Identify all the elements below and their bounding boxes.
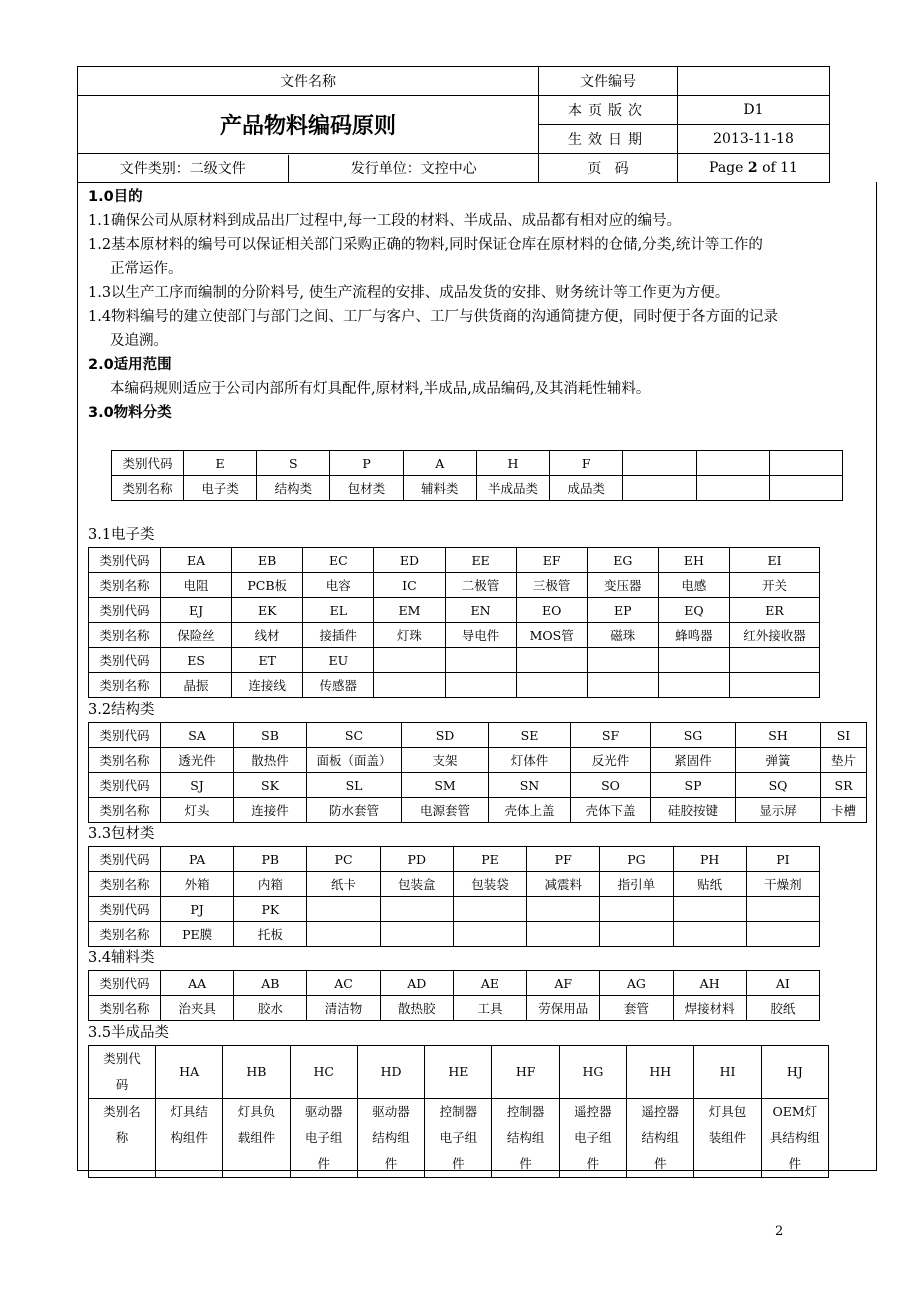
table-cell: EB <box>232 548 303 573</box>
doc-name-label: 文件名称 <box>78 67 539 96</box>
table-cell: PK <box>234 897 307 922</box>
category-name: 遥控器电子组件 <box>559 1099 626 1178</box>
effective-date-label: 生效日期 <box>539 125 678 154</box>
table-cell: ED <box>374 548 445 573</box>
table-cell: SE <box>489 723 571 748</box>
table-cell: 套管 <box>600 996 673 1021</box>
table-cell: PB <box>234 847 307 872</box>
table-cell <box>746 922 819 947</box>
table-cell: EI <box>730 548 820 573</box>
category-name: 驱动器结构组件 <box>357 1099 424 1178</box>
table-cell: SH <box>736 723 821 748</box>
table-row <box>89 723 867 748</box>
table-cell: PC <box>307 847 380 872</box>
table-cell: EE <box>445 548 516 573</box>
table-cell: 反光件 <box>571 748 651 773</box>
table-cell: SN <box>489 773 571 798</box>
page-suffix: of 11 <box>762 160 798 176</box>
page-label: 页 码 <box>539 154 678 183</box>
table-cell <box>600 897 673 922</box>
table-cell <box>380 897 453 922</box>
table-cell: 三极管 <box>516 573 587 598</box>
category-code <box>696 451 769 476</box>
table-row <box>89 996 820 1021</box>
table-cell: AC <box>307 971 380 996</box>
table-cell: 胶纸 <box>746 996 819 1021</box>
table-cell <box>453 922 526 947</box>
table-row <box>89 598 820 623</box>
table-cell: 面板（面盖） <box>307 748 402 773</box>
table-row <box>89 648 820 673</box>
table-row <box>89 623 820 648</box>
category-name: 电子类 <box>184 476 257 501</box>
table-cell <box>658 673 729 698</box>
table-cell: SJ <box>161 773 234 798</box>
table-row <box>89 548 820 573</box>
table-cell: SF <box>571 723 651 748</box>
table-cell: 传感器 <box>303 673 374 698</box>
category-name: 灯具负载组件 <box>223 1099 290 1178</box>
table-cell <box>658 648 729 673</box>
category-name: 成品类 <box>550 476 623 501</box>
table-cell: SC <box>307 723 402 748</box>
table-cell: EJ <box>161 598 232 623</box>
category-name <box>769 476 842 501</box>
table-cell: SQ <box>736 773 821 798</box>
category-name: 灯具结构组件 <box>156 1099 223 1178</box>
category-code: HF <box>492 1046 559 1099</box>
table-cell: 弹簧 <box>736 748 821 773</box>
table-cell: EU <box>303 648 374 673</box>
table-cell <box>307 922 380 947</box>
section-heading-scope: 2.0适用范围 <box>88 357 172 373</box>
packaging-category-table <box>88 846 820 947</box>
category-name: OEM灯具结构组件 <box>761 1099 828 1178</box>
table-cell: 胶水 <box>234 996 307 1021</box>
subsection-title-packaging: 3.3包材类 <box>88 826 155 842</box>
table-cell: 防水套管 <box>307 798 402 823</box>
table-cell: EO <box>516 598 587 623</box>
effective-date-value: 2013-11-18 <box>678 125 830 154</box>
main-category-table <box>111 450 843 501</box>
semi-finished-category-table <box>88 1045 829 1178</box>
table-cell: EF <box>516 548 587 573</box>
row-label-cell: 类别代码 <box>89 773 161 798</box>
table-cell <box>516 673 587 698</box>
page-indicator <box>678 154 830 183</box>
table-row <box>89 673 820 698</box>
row-label-cell: 类别名称 <box>89 922 161 947</box>
table-cell: 壳体上盖 <box>489 798 571 823</box>
table-cell: AD <box>380 971 453 996</box>
purpose-item: 1.1确保公司从原材料到成品出厂过程中,每一工段的材料、半成品、成品都有相对应的编号。 <box>88 213 682 229</box>
table-cell: IC <box>374 573 445 598</box>
table-cell <box>746 897 819 922</box>
table-cell <box>445 673 516 698</box>
table-cell: AG <box>600 971 673 996</box>
version-value: D1 <box>678 96 830 125</box>
category-code: HA <box>156 1046 223 1099</box>
category-name: 辅料类 <box>403 476 476 501</box>
table-cell: 变压器 <box>587 573 658 598</box>
page-prefix: Page <box>709 160 744 176</box>
table-cell: SL <box>307 773 402 798</box>
table-cell: PJ <box>161 897 234 922</box>
row-label-cell: 类别代码 <box>89 598 161 623</box>
category-name: 控制器电子组件 <box>425 1099 492 1178</box>
table-cell: PE膜 <box>161 922 234 947</box>
subsection-title-semi-finished: 3.5半成品类 <box>88 1025 170 1041</box>
category-code: HJ <box>761 1046 828 1099</box>
table-cell: PA <box>161 847 234 872</box>
subsection-title-auxiliary: 3.4辅料类 <box>88 950 155 966</box>
table-row <box>89 922 820 947</box>
table-cell <box>374 648 445 673</box>
table-cell: AA <box>161 971 234 996</box>
table-cell: 二极管 <box>445 573 516 598</box>
page-current: 2 <box>747 160 758 176</box>
code-label: 类别代码 <box>89 1046 156 1099</box>
category-name: 驱动器电子组件 <box>290 1099 357 1178</box>
table-cell: 电感 <box>658 573 729 598</box>
table-row <box>89 872 820 897</box>
table-cell <box>527 922 600 947</box>
table-cell: AF <box>527 971 600 996</box>
table-cell: 焊接材料 <box>673 996 746 1021</box>
row-label-cell: 类别名称 <box>89 673 161 698</box>
table-cell <box>516 648 587 673</box>
table-cell: 劳保用品 <box>527 996 600 1021</box>
table-row <box>89 798 867 823</box>
table-cell: SB <box>234 723 307 748</box>
table-cell: 连接件 <box>234 798 307 823</box>
row-label-cell: 类别代码 <box>89 648 161 673</box>
category-name <box>623 476 696 501</box>
table-cell: 垫片 <box>821 748 867 773</box>
table-cell: 硅胶按键 <box>651 798 736 823</box>
subsection-title-electronic: 3.1电子类 <box>88 527 155 543</box>
table-cell: AI <box>746 971 819 996</box>
category-code: A <box>403 451 476 476</box>
row-label-cell: 类别名称 <box>89 996 161 1021</box>
table-cell: SI <box>821 723 867 748</box>
table-cell <box>380 922 453 947</box>
row-label-cell: 类别名称 <box>89 872 161 897</box>
table-cell: 开关 <box>730 573 820 598</box>
category-name: 灯具包装组件 <box>694 1099 761 1178</box>
table-cell: 壳体下盖 <box>571 798 651 823</box>
table-cell: 纸卡 <box>307 872 380 897</box>
category-code: E <box>184 451 257 476</box>
category-code: HG <box>559 1046 626 1099</box>
category-name: 结构类 <box>257 476 330 501</box>
table-cell: 线材 <box>232 623 303 648</box>
subsection-title-structural: 3.2结构类 <box>88 702 155 718</box>
table-cell: SA <box>161 723 234 748</box>
table-cell: 连接线 <box>232 673 303 698</box>
table-cell: 接插件 <box>303 623 374 648</box>
table-cell: SK <box>234 773 307 798</box>
table-cell: AE <box>453 971 526 996</box>
row-label-cell: 类别代码 <box>89 847 161 872</box>
category-name: 遥控器结构组件 <box>627 1099 694 1178</box>
category-code: S <box>257 451 330 476</box>
table-cell <box>730 673 820 698</box>
purpose-item: 1.2基本原材料的编号可以保证相关部门采购正确的物料,同时保证仓库在原材料的仓储,分类,统计等工作的 <box>88 237 763 253</box>
table-cell: AB <box>234 971 307 996</box>
category-name <box>696 476 769 501</box>
table-cell: 保险丝 <box>161 623 232 648</box>
section-heading-classification: 3.0物料分类 <box>88 405 172 421</box>
table-cell: 导电件 <box>445 623 516 648</box>
code-label: 类别代码 <box>112 451 184 476</box>
table-cell: ES <box>161 648 232 673</box>
table-cell: 支架 <box>402 748 489 773</box>
name-label: 类别名称 <box>112 476 184 501</box>
row-label-cell: 类别名称 <box>89 573 161 598</box>
table-cell: EG <box>587 548 658 573</box>
electronic-category-table <box>88 547 820 698</box>
table-cell <box>307 897 380 922</box>
table-cell: 外箱 <box>161 872 234 897</box>
table-cell: 干燥剂 <box>746 872 819 897</box>
table-row <box>89 897 820 922</box>
table-row <box>89 748 867 773</box>
table-cell <box>453 897 526 922</box>
category-name: 半成品类 <box>476 476 549 501</box>
table-cell: ER <box>730 598 820 623</box>
table-cell: 托板 <box>234 922 307 947</box>
table-cell: 治夹具 <box>161 996 234 1021</box>
table-cell: EP <box>587 598 658 623</box>
table-cell: 散热件 <box>234 748 307 773</box>
category-name: 控制器结构组件 <box>492 1099 559 1178</box>
table-cell: EA <box>161 548 232 573</box>
table-cell: PF <box>527 847 600 872</box>
category-code: HH <box>627 1046 694 1099</box>
table-cell: EC <box>303 548 374 573</box>
table-cell: EH <box>658 548 729 573</box>
table-cell: 电阻 <box>161 573 232 598</box>
table-cell: EK <box>232 598 303 623</box>
table-cell: PE <box>453 847 526 872</box>
category-code: P <box>330 451 403 476</box>
category-code: HI <box>694 1046 761 1099</box>
category-code: HE <box>425 1046 492 1099</box>
table-cell: 蜂鸣器 <box>658 623 729 648</box>
table-cell: 清洁物 <box>307 996 380 1021</box>
table-cell: 指引单 <box>600 872 673 897</box>
document-body <box>88 185 878 425</box>
table-cell: SM <box>402 773 489 798</box>
table-cell: 散热胶 <box>380 996 453 1021</box>
table-cell <box>730 648 820 673</box>
table-row <box>89 847 820 872</box>
table-cell: 红外接收器 <box>730 623 820 648</box>
table-cell: 工具 <box>453 996 526 1021</box>
table-cell: 紧固件 <box>651 748 736 773</box>
table-cell: 显示屏 <box>736 798 821 823</box>
row-label-cell: 类别代码 <box>89 897 161 922</box>
table-cell: 透光件 <box>161 748 234 773</box>
table-cell: PG <box>600 847 673 872</box>
table-cell: 贴纸 <box>673 872 746 897</box>
table-cell: 晶振 <box>161 673 232 698</box>
name-label: 类别名称 <box>89 1099 156 1178</box>
table-cell: PCB板 <box>232 573 303 598</box>
table-cell <box>673 897 746 922</box>
category-issuer-cell <box>78 154 539 183</box>
table-cell <box>587 673 658 698</box>
issuing-unit: 发行单位：文控中心 <box>350 161 477 177</box>
doc-no-value <box>678 67 830 96</box>
version-label: 本页版次 <box>539 96 678 125</box>
category-name: 包材类 <box>330 476 403 501</box>
table-cell <box>673 922 746 947</box>
row-label-cell: 类别代码 <box>89 723 161 748</box>
row-label-cell: 类别名称 <box>89 798 161 823</box>
structural-category-table <box>88 722 867 823</box>
table-row <box>89 773 867 798</box>
table-cell <box>527 897 600 922</box>
table-cell: PI <box>746 847 819 872</box>
row-label-cell: 类别代码 <box>89 971 161 996</box>
table-cell: EM <box>374 598 445 623</box>
table-cell: PH <box>673 847 746 872</box>
section-heading-purpose: 1.0目的 <box>88 189 143 205</box>
table-cell <box>445 648 516 673</box>
purpose-item: 及追溯。 <box>110 333 168 349</box>
table-cell: EN <box>445 598 516 623</box>
table-cell: 内箱 <box>234 872 307 897</box>
table-cell: 减震料 <box>527 872 600 897</box>
table-cell <box>587 648 658 673</box>
doc-category: 文件类别：二级文件 <box>78 155 288 182</box>
table-cell <box>600 922 673 947</box>
table-row <box>89 971 820 996</box>
document-title: 产品物料编码原则 <box>78 96 539 154</box>
category-issuer-subtable <box>78 155 539 182</box>
table-cell: MOS管 <box>516 623 587 648</box>
document-header-table <box>77 66 830 183</box>
purpose-item: 正常运作。 <box>110 261 183 277</box>
table-row <box>89 573 820 598</box>
table-cell: SO <box>571 773 651 798</box>
page-number: 2 <box>775 1224 784 1239</box>
doc-no-label: 文件编号 <box>539 67 678 96</box>
table-cell: EL <box>303 598 374 623</box>
category-code <box>623 451 696 476</box>
purpose-item: 1.4物料编号的建立使部门与部门之间、工厂与客户、工厂与供货商的沟通简捷方便，同时便于各方面的记录 <box>88 309 779 325</box>
table-cell: 电源套管 <box>402 798 489 823</box>
category-code: F <box>550 451 623 476</box>
purpose-item: 1.3以生产工序而编制的分阶料号, 使生产流程的安排、成品发货的安排、财务统计等工作更为方便。 <box>88 285 730 301</box>
table-cell: ET <box>232 648 303 673</box>
table-cell: 磁珠 <box>587 623 658 648</box>
table-cell: SP <box>651 773 736 798</box>
table-cell: 包装袋 <box>453 872 526 897</box>
table-cell: 灯体件 <box>489 748 571 773</box>
table-cell: EQ <box>658 598 729 623</box>
row-label-cell: 类别名称 <box>89 623 161 648</box>
category-code: HB <box>223 1046 290 1099</box>
scope-text: 本编码规则适应于公司内部所有灯具配件,原材料,半成品,成品编码,及其消耗性辅料。 <box>110 381 651 397</box>
table-cell: 灯头 <box>161 798 234 823</box>
category-code: H <box>476 451 549 476</box>
table-cell: 卡槽 <box>821 798 867 823</box>
table-cell: SD <box>402 723 489 748</box>
table-cell: SR <box>821 773 867 798</box>
table-cell: 包装盒 <box>380 872 453 897</box>
row-label-cell: 类别代码 <box>89 548 161 573</box>
category-code: HC <box>290 1046 357 1099</box>
category-code: HD <box>357 1046 424 1099</box>
table-cell: 灯珠 <box>374 623 445 648</box>
auxiliary-category-table <box>88 970 820 1021</box>
table-cell: PD <box>380 847 453 872</box>
category-code <box>769 451 842 476</box>
table-cell <box>374 673 445 698</box>
table-cell: AH <box>673 971 746 996</box>
table-cell: 电容 <box>303 573 374 598</box>
row-label-cell: 类别名称 <box>89 748 161 773</box>
table-cell: SG <box>651 723 736 748</box>
